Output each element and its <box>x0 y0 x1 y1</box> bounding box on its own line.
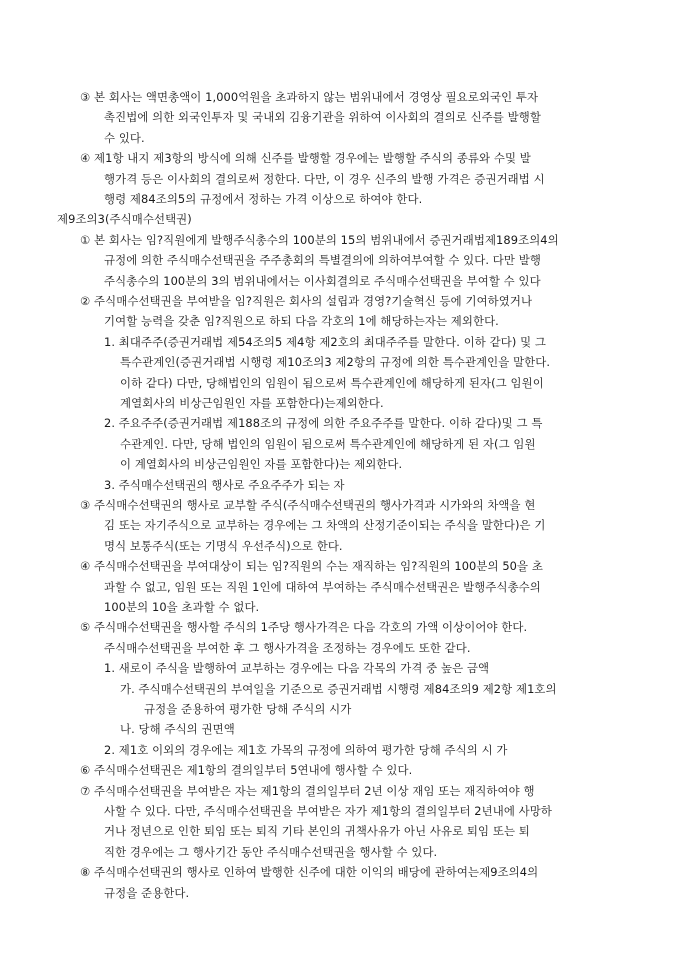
item-2-line-1: 2. 주요주주(증권거래법 제188조의 규정에 의한 주요주주를 말한다. 이하 같다)및 그 특 <box>104 416 543 431</box>
art-para-6-line-1: ⑥ 주식매수선택권은 제1항의 결의일부터 5연내에 행사할 수 있다. <box>80 763 413 778</box>
art-para-2-line-1: ② 주식매수선택권을 부여받을 임?직원은 회사의 설립과 경영?기술혁신 등에 기여하였거나 <box>80 294 533 308</box>
item-1-line-3: 이하 같다) 다만, 당해법인의 임원이 됨으로써 특수관계인에 해당하게 된자(그 임원이 <box>120 375 544 390</box>
art-para-8-line-2: 규정을 준용한다. <box>104 885 190 900</box>
item-5-1-na-line-1: 나. 당해 주식의 권면액 <box>120 722 235 737</box>
art-para-3-line-2: 김 또는 자기주식으로 교부하는 경우에는 그 차액의 산정기준이되는 주식을 말한다)은 기 <box>104 518 546 533</box>
art-para-1-line-2: 규정에 의한 주식매수선택권을 주주총회의 특별결의에 의하여부여할 수 있다. 다만 발행 <box>104 253 541 268</box>
art-para-4-line-3: 100분의 10을 초과할 수 없다. <box>104 600 260 614</box>
art-para-4-line-2: 과할 수 없고, 임원 또는 직원 1인에 대하여 부여하는 주식매수선택권은 발행주식총수의 <box>104 579 541 594</box>
item-3-line-1: 3. 주식매수선택권의 행사로 주요주주가 되는 자 <box>104 477 345 492</box>
item-5-1-line-1: 1. 새로이 주식을 발행하여 교부하는 경우에는 다음 각목의 가격 중 높은 금액 <box>104 661 490 676</box>
art-para-8-line-1: ⑧ 주식매수선택권의 행사로 인하여 발행한 신주에 대한 이익의 배당에 관하여는제9조의4의 <box>80 865 539 880</box>
item-5-2-line-1: 2. 제1호 이외의 경우에는 제1호 가목의 규정에 의하여 평가한 당해 주식의 시 가 <box>104 742 508 757</box>
art-para-5-line-2: 주식매수선택권을 부여한 후 그 행사가격을 조정하는 경우에도 또한 같다. <box>104 640 471 655</box>
art-para-4-line-1: ④ 주식매수선택권을 부여대상이 되는 임?직원의 수는 재직하는 임?직원의 100분의 50을 초 <box>80 559 543 574</box>
article-heading: 제9조의3(주식매수선택권) <box>57 212 192 227</box>
item-2-line-2: 수관계인. 다만, 당해 법인의 임원이 됨으로써 특수관계인에 해당하게 된 자(그 임원 <box>120 436 536 451</box>
item-2-line-3: 이 계열회사의 비상근임원인 자를 포함한다)는 제외한다. <box>120 457 403 472</box>
item-1-line-2: 특수관계인(증권거래법 시행령 제10조의3 제2항의 규정에 의한 특수관계인을 말한다. <box>120 355 551 370</box>
para-4-line-3: 행령 제84조의5의 규정에서 정하는 가격 이상으로 하여야 한다. <box>104 192 423 206</box>
para-3-line-1: ③ 본 회사는 액면총액이 1,000억원을 초과하지 않는 범위내에서 경영상 필요로외국인 투자 <box>80 90 539 104</box>
art-para-3-line-3: 명식 보통주식(또는 기명식 우선주식)으로 한다. <box>104 538 343 553</box>
art-para-3-line-1: ③ 주식매수선택권의 행사로 교부할 주식(주식매수선택권의 행사가격과 시가와의 차액을 현 <box>80 498 536 512</box>
art-para-7-line-3: 거나 정년으로 인한 퇴임 또는 퇴직 기타 본인의 귀책사유가 아닌 사유로 퇴임 또는 퇴 <box>104 824 530 839</box>
para-3-line-3: 수 있다. <box>104 130 145 145</box>
art-para-1-line-3: 주식총수의 100분의 3의 범위내에서는 이사회결의로 주식매수선택권을 부여할 수 있다 <box>104 273 541 288</box>
para-3-line-2: 촉진법에 의한 외국인투자 및 국내외 김융기관을 위하여 이사회의 결의로 신주를 발행할 <box>104 110 541 125</box>
art-para-1-line-1: ① 본 회사는 임?직원에게 발행주식총수의 100분의 15의 범위내에서 증권거래법제189조의4의 <box>80 232 559 247</box>
item-5-1-ga-line-2: 규정을 준용하여 평가한 당해 주식의 시가 <box>144 702 352 716</box>
art-para-2-line-2: 기여할 능력을 갖춘 임?직원으로 하되 다음 각호의 1에 해당하는자는 제외한다. <box>104 314 499 329</box>
art-para-5-line-1: ⑤ 주식매수선택권을 행사할 주식의 1주당 행사가격은 다음 각호의 가액 이상이어야 한다. <box>80 620 528 635</box>
item-1-line-4: 계열회사의 비상근임원인 자를 포함한다)는제외한다. <box>120 396 384 410</box>
art-para-7-line-4: 직한 경우에는 그 행사기간 동안 주식매수선택권을 행사할 수 있다. <box>104 844 438 859</box>
art-para-7-line-1: ⑦ 주식매수선택권을 부여받은 자는 제1항의 결의일부터 2년 이상 재임 또는 재직하여야 행 <box>80 783 535 798</box>
para-4-line-2: 행가격 등은 이사회의 결의로써 정한다. 다만, 이 경우 신주의 발행 가격은 증권거래법 시 <box>104 171 545 186</box>
item-5-1-ga-line-1: 가. 주식매수선택권의 부여일을 기준으로 증권거래법 시행령 제84조의9 제2항 제1호의 <box>120 681 557 696</box>
para-4-line-1: ④ 제1항 내지 제3항의 방식에 의해 신주를 발행할 경우에는 발행할 주식의 종류와 수및 발 <box>80 151 531 166</box>
item-1-line-1: 1. 최대주주(증권거래법 제54조의5 제4항 제2호의 최대주주를 말한다. 이하 같다) 및 그 <box>104 334 547 349</box>
art-para-7-line-2: 사할 수 있다. 다만, 주식매수선택권을 부여받은 자가 제1항의 결의일부터 2년내에 사망하 <box>104 804 552 818</box>
